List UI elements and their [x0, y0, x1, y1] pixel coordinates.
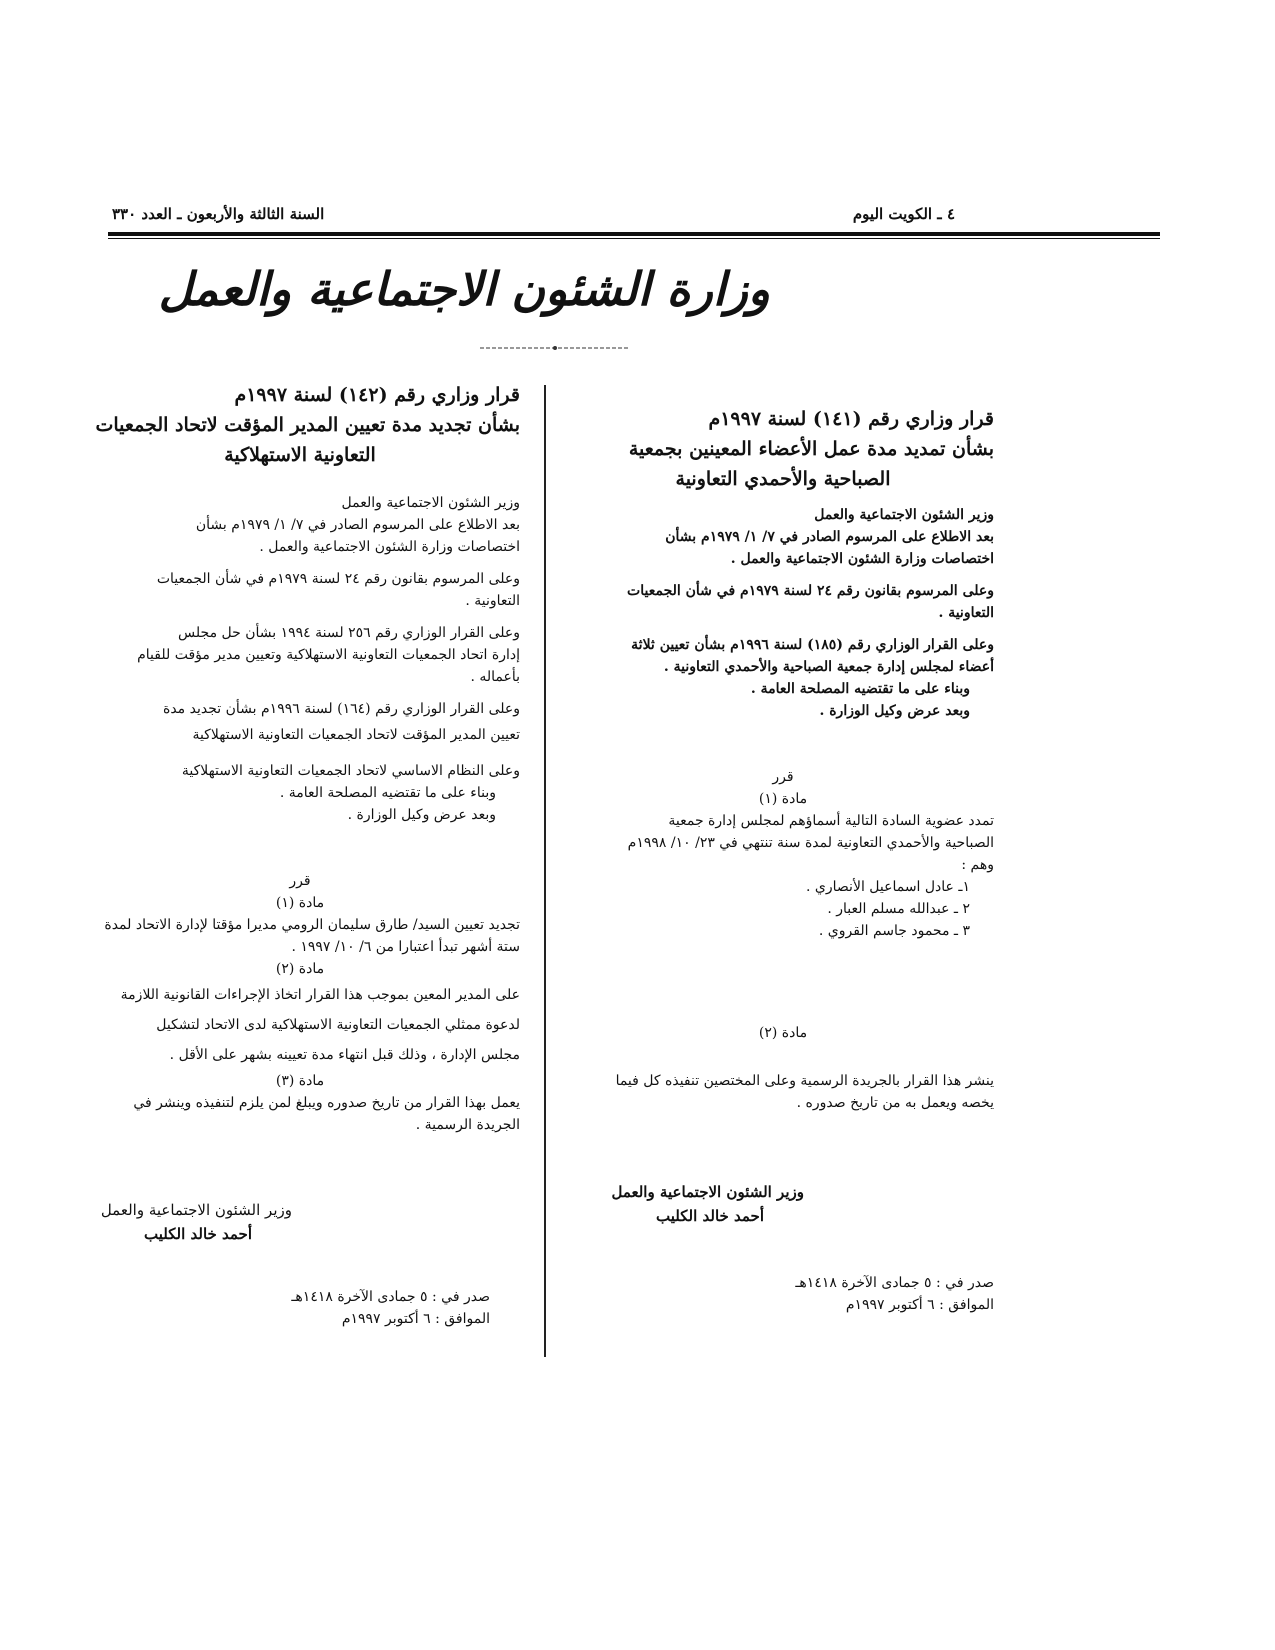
issuer-line: وزير الشئون الاجتماعية والعمل: [814, 507, 994, 523]
article-line: لدعوة ممثلي الجمعيات التعاونية الاستهلاكية لدى الاتحاد لتشكيل: [156, 1017, 520, 1033]
decision-title-line: الصباحية والأحمدي التعاونية: [675, 468, 891, 490]
member-item: ١ـ عادل اسماعيل الأنصاري .: [806, 879, 970, 895]
member-item: ٢ ـ عبدالله مسلم العبار .: [827, 901, 970, 917]
issued-date: صدر في : ٥ جمادى الآخرة ١٤١٨هـ: [291, 1289, 490, 1305]
preamble-line: وعلى المرسوم بقانون رقم ٢٤ لسنة ١٩٧٩م في شأن الجمعيات: [156, 571, 520, 587]
preamble-line: التعاونية .: [938, 605, 994, 621]
article-line: الجريدة الرسمية .: [415, 1117, 520, 1133]
issuer-line: وزير الشئون الاجتماعية والعمل: [341, 495, 520, 511]
decision-title-line: التعاونية الاستهلاكية: [224, 444, 376, 466]
preamble-line: تعيين المدير المؤقت لاتحاد الجمعيات التعاونية الاستهلاكية: [192, 727, 520, 743]
preamble-line: وعلى القرار الوزاري رقم (١٨٥) لسنة ١٩٩٦م بشأن تعيين ثلاثة: [631, 637, 994, 653]
preamble-line: التعاونية .: [465, 593, 520, 609]
ministry-title: وزارة الشئون الاجتماعية والعمل: [158, 262, 770, 316]
article-heading: مادة (٣): [275, 1073, 325, 1089]
decision-title-line: قرار وزاري رقم (١٤١) لسنة ١٩٩٧م: [708, 408, 994, 430]
decided-label: قرر: [772, 769, 794, 785]
signature-name: أحمد خالد الكليب: [656, 1207, 764, 1225]
preamble-line: إدارة اتحاد الجمعيات التعاونية الاستهلاكية وتعيين مدير مؤقت للقيام: [137, 647, 520, 663]
decision-142: [80, 380, 520, 1330]
article-line: مجلس الإدارة ، وذلك قبل انتهاء مدة تعيينه بشهر على الأقل .: [169, 1047, 520, 1063]
decision-141: [572, 404, 994, 1316]
article-line: يخصه ويعمل به من تاريخ صدوره .: [796, 1095, 994, 1111]
ornament-divider: [480, 345, 630, 351]
article-line: ينشر هذا القرار بالجريدة الرسمية وعلى المختصين تنفيذه كل فيما: [615, 1073, 994, 1089]
article-line: تمدد عضوية السادة التالية أسماؤهم لمجلس إدارة جمعية: [668, 813, 994, 829]
article-line: ستة أشهر تبدأ اعتبارا من ٦/ ١٠/ ١٩٩٧ .: [291, 939, 520, 955]
article-heading: مادة (٢): [758, 1025, 808, 1041]
decision-title-line: بشأن تمديد مدة عمل الأعضاء المعينين بجمعية: [628, 438, 994, 460]
signature-title: وزير الشئون الاجتماعية والعمل: [611, 1183, 804, 1201]
signature-name: أحمد خالد الكليب: [144, 1225, 252, 1243]
signature-title: وزير الشئون الاجتماعية والعمل: [100, 1201, 292, 1219]
preamble-line: اختصاصات وزارة الشئون الاجتماعية والعمل .: [730, 551, 994, 567]
article-heading: مادة (١): [275, 895, 325, 911]
preamble-line: أعضاء لمجلس إدارة جمعية الصباحية والأحمدي التعاونية .: [663, 659, 994, 675]
article-heading: مادة (٢): [275, 961, 325, 977]
preamble-line: بأعماله .: [470, 669, 520, 685]
header-rule: [108, 232, 1160, 236]
decision-title-line: بشأن تجديد مدة تعيين المدير المؤقت لاتحاد الجمعيات: [95, 414, 520, 436]
preamble-line: وعلى القرار الوزاري رقم ٢٥٦ لسنة ١٩٩٤ بشأن حل مجلس: [178, 625, 520, 641]
preamble-line: وبعد عرض وكيل الوزارة .: [819, 703, 970, 719]
article-line: وهم :: [961, 857, 994, 873]
preamble-line: اختصاصات وزارة الشئون الاجتماعية والعمل .: [259, 539, 520, 555]
preamble-line: وعلى النظام الاساسي لاتحاد الجمعيات التعاونية الاستهلاكية: [181, 763, 520, 779]
preamble-line: بعد الاطلاع على المرسوم الصادر في ٧/ ١/ ١٩٧٩م بشأن: [665, 529, 994, 545]
article-heading: مادة (١): [758, 791, 808, 807]
preamble-line: وبناء على ما تقتضيه المصلحة العامة .: [750, 681, 970, 697]
preamble-line: وعلى القرار الوزاري رقم (١٦٤) لسنة ١٩٩٦م بشأن تجديد مدة: [163, 701, 520, 717]
corresponding-date: الموافق : ٦ أكتوبر ١٩٩٧م: [341, 1311, 490, 1327]
page-header-volume: السنة الثالثة والأربعون ـ العدد ٣٣٠: [112, 205, 325, 223]
header-rule-thin: [108, 238, 1160, 239]
article-line: تجديد تعيين السيد/ طارق سليمان الرومي مديرا مؤقتا لإدارة الاتحاد لمدة: [104, 917, 520, 933]
issued-date: صدر في : ٥ جمادى الآخرة ١٤١٨هـ: [795, 1275, 994, 1291]
page-header-issue: ٤ ـ الكويت اليوم: [852, 205, 955, 223]
preamble-line: وبعد عرض وكيل الوزارة .: [347, 807, 496, 823]
preamble-line: وعلى المرسوم بقانون رقم ٢٤ لسنة ١٩٧٩م في شأن الجمعيات: [627, 583, 994, 599]
article-line: على المدير المعين بموجب هذا القرار اتخاذ الإجراءات القانونية اللازمة: [120, 987, 520, 1003]
article-line: الصباحية والأحمدي التعاونية لمدة سنة تنتهي في ٢٣/ ١٠/ ١٩٩٨م: [627, 835, 994, 851]
column-divider: [544, 385, 546, 1357]
decided-label: قرر: [289, 873, 311, 889]
preamble-line: وبناء على ما تقتضيه المصلحة العامة .: [279, 785, 496, 801]
corresponding-date: الموافق : ٦ أكتوبر ١٩٩٧م: [845, 1297, 994, 1313]
decision-title-line: قرار وزاري رقم (١٤٢) لسنة ١٩٩٧م: [234, 384, 520, 406]
member-item: ٣ ـ محمود جاسم القروي .: [818, 923, 970, 939]
article-line: يعمل بهذا القرار من تاريخ صدوره ويبلغ لمن يلزم لتنفيذه وينشر في: [133, 1095, 520, 1111]
preamble-line: بعد الاطلاع على المرسوم الصادر في ٧/ ١/ ١٩٧٩م بشأن: [195, 517, 520, 533]
